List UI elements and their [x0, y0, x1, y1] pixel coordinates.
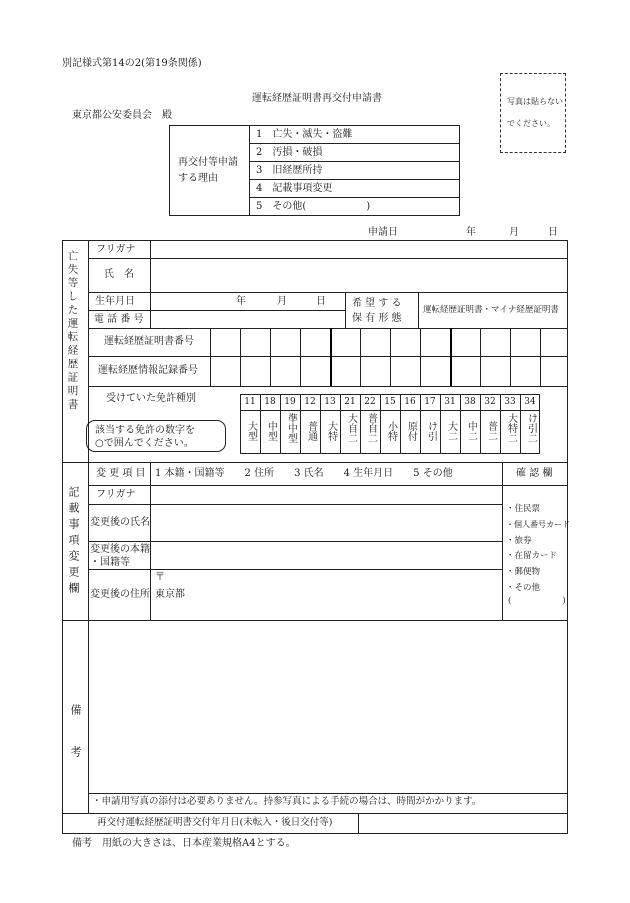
- photo-note-line-1: 写真は貼らない: [507, 97, 563, 106]
- cert-number-field[interactable]: [211, 329, 567, 356]
- confirm-passport[interactable]: ・旅券: [506, 536, 532, 546]
- confirm-mynumber-card[interactable]: ・個人番号カード: [506, 520, 570, 529]
- lost-furigana-field[interactable]: [151, 241, 567, 258]
- reason-label-line-1: 再交付等申請: [178, 157, 238, 168]
- application-date-year: 年: [466, 227, 476, 238]
- license-code-31[interactable]: 31: [444, 397, 456, 407]
- application-date-day: 日: [548, 227, 558, 238]
- record-number-label: 運転経歴情報記録番号: [98, 365, 198, 376]
- license-name-22: 普自二: [365, 413, 377, 443]
- issue-date-label: 再交付運転経歴証明書交付年月日(未転入・後日交付等): [97, 817, 333, 828]
- license-name-33: 大特二: [505, 413, 517, 443]
- confirm-resident-card[interactable]: ・住民票: [506, 504, 541, 514]
- lost-name-label: 氏 名: [104, 269, 134, 280]
- lost-name-field[interactable]: [151, 259, 567, 292]
- license-name-19: 準中型: [285, 413, 297, 443]
- phone-field[interactable]: [151, 311, 344, 328]
- license-name-21: 大自二: [345, 413, 357, 443]
- photo-note-line-2: でください。: [507, 119, 555, 128]
- reason-option-3[interactable]: 3 旧経歴所持: [256, 165, 323, 176]
- application-date-label: 申請日: [368, 227, 398, 238]
- license-name-11: 大型: [245, 421, 257, 441]
- desired-form-label-1: 希 望 す る: [352, 298, 402, 309]
- issue-date-field[interactable]: [359, 814, 567, 833]
- circle-instruction-line-1: 該当する免許の数字を: [95, 425, 195, 436]
- cert-number-label: 運転経歴証明書番号: [104, 336, 194, 347]
- reason-option-1[interactable]: 1 亡失・滅失・盗難: [256, 129, 353, 140]
- new-domicile-field[interactable]: [151, 542, 501, 569]
- license-code-21[interactable]: 21: [344, 397, 356, 407]
- reason-option-2[interactable]: 2 汚損・破損: [256, 147, 323, 158]
- new-address-field[interactable]: [190, 570, 501, 620]
- license-name-31: 大二: [445, 421, 457, 441]
- license-code-16[interactable]: 16: [404, 397, 416, 407]
- reason-option-5[interactable]: 5 その他( ): [256, 201, 371, 212]
- license-name-34: け引二: [525, 413, 537, 443]
- record-number-field[interactable]: [211, 357, 567, 386]
- reason-label-line-2: する理由: [178, 173, 218, 184]
- license-name-18: 中型: [265, 421, 277, 441]
- confirm-residence-card[interactable]: ・在留カード: [506, 551, 558, 561]
- lost-furigana-label: フリガナ: [96, 244, 136, 255]
- desired-form-options[interactable]: 運転経歴証明書・マイナ経歴証明書: [423, 305, 559, 315]
- form-reference: 別記様式第14の2(第19条関係): [62, 58, 202, 69]
- change-section-side-label: 記載事項変更欄: [67, 486, 80, 598]
- license-code-17[interactable]: 17: [424, 397, 436, 407]
- license-type-label: 受けていた免許種別: [106, 393, 196, 404]
- remarks-side-label: 備 考: [69, 704, 82, 767]
- change-items-options[interactable]: 1 本籍・国籍等 2 住所 3 氏名 4 生年月日 5 その他: [155, 468, 453, 479]
- license-code-13[interactable]: 13: [324, 397, 336, 407]
- reason-option-4[interactable]: 4 記載事項変更: [256, 183, 333, 194]
- circle-instruction-box: [86, 420, 226, 452]
- phone-label: 電 話 番 号: [94, 314, 144, 325]
- new-domicile-label-2: ・国籍等: [90, 557, 130, 568]
- license-code-34[interactable]: 34: [524, 397, 536, 407]
- application-date-month: 月: [509, 227, 519, 238]
- remarks-field[interactable]: [89, 621, 567, 793]
- confirm-other[interactable]: ・その他: [506, 583, 541, 593]
- birthdate-day: 日: [316, 296, 326, 307]
- address-prefecture: 東京都: [155, 589, 185, 600]
- license-name-13: 大特: [325, 421, 337, 441]
- license-name-32: 普二: [485, 421, 497, 441]
- license-name-15: 小特: [385, 421, 397, 441]
- confirm-other-paren: ( ): [508, 596, 566, 606]
- confirm-mail[interactable]: ・郵便物: [506, 567, 541, 577]
- form-title: 運転経歴証明書再交付申請書: [252, 93, 382, 104]
- license-name-17: け引: [425, 421, 437, 441]
- postal-mark: 〒: [155, 572, 165, 583]
- birthdate-month: 月: [277, 296, 287, 307]
- change-furigana-label: フリガナ: [96, 489, 136, 500]
- license-name-16: 原付: [405, 421, 417, 441]
- change-furigana-field[interactable]: [151, 486, 501, 504]
- license-code-22[interactable]: 22: [364, 397, 376, 407]
- lost-section-side-label: 亡失等した運転経歴証明書: [66, 250, 79, 412]
- photo-box: [500, 73, 566, 153]
- confirm-column-label: 確 認 欄: [516, 468, 553, 479]
- license-code-32[interactable]: 32: [484, 397, 496, 407]
- desired-form-label-2: 保 有 形 態: [352, 313, 402, 324]
- photo-attachment-note: ・申請用写真の添付は必要ありません。持参写真による手続の場合は、時間がかかります。: [92, 796, 482, 807]
- license-code-11[interactable]: 11: [244, 397, 256, 407]
- new-domicile-label-1: 変更後の本籍: [90, 544, 150, 555]
- footer-note: 備考 用紙の大きさは、日本産業規格A4とする。: [72, 838, 296, 849]
- change-items-label: 変 更 項 目: [96, 468, 146, 479]
- license-name-12: 普通: [305, 421, 317, 441]
- addressee: 東京都公安委員会 殿: [72, 110, 172, 121]
- circle-instruction-line-2: ○で囲んでください。: [95, 438, 194, 449]
- birthdate-year: 年: [236, 296, 246, 307]
- license-name-38: 中二: [465, 421, 477, 441]
- license-code-38[interactable]: 38: [464, 397, 476, 407]
- new-address-label: 変更後の住所: [90, 589, 150, 600]
- license-code-18[interactable]: 18: [264, 397, 276, 407]
- birthdate-label: 生年月日: [95, 296, 135, 307]
- license-code-15[interactable]: 15: [384, 397, 396, 407]
- license-code-12[interactable]: 12: [304, 397, 316, 407]
- new-name-label: 変更後の氏名: [90, 517, 150, 528]
- license-code-19[interactable]: 19: [284, 397, 296, 407]
- new-name-field[interactable]: [151, 505, 501, 541]
- license-code-33[interactable]: 33: [504, 397, 516, 407]
